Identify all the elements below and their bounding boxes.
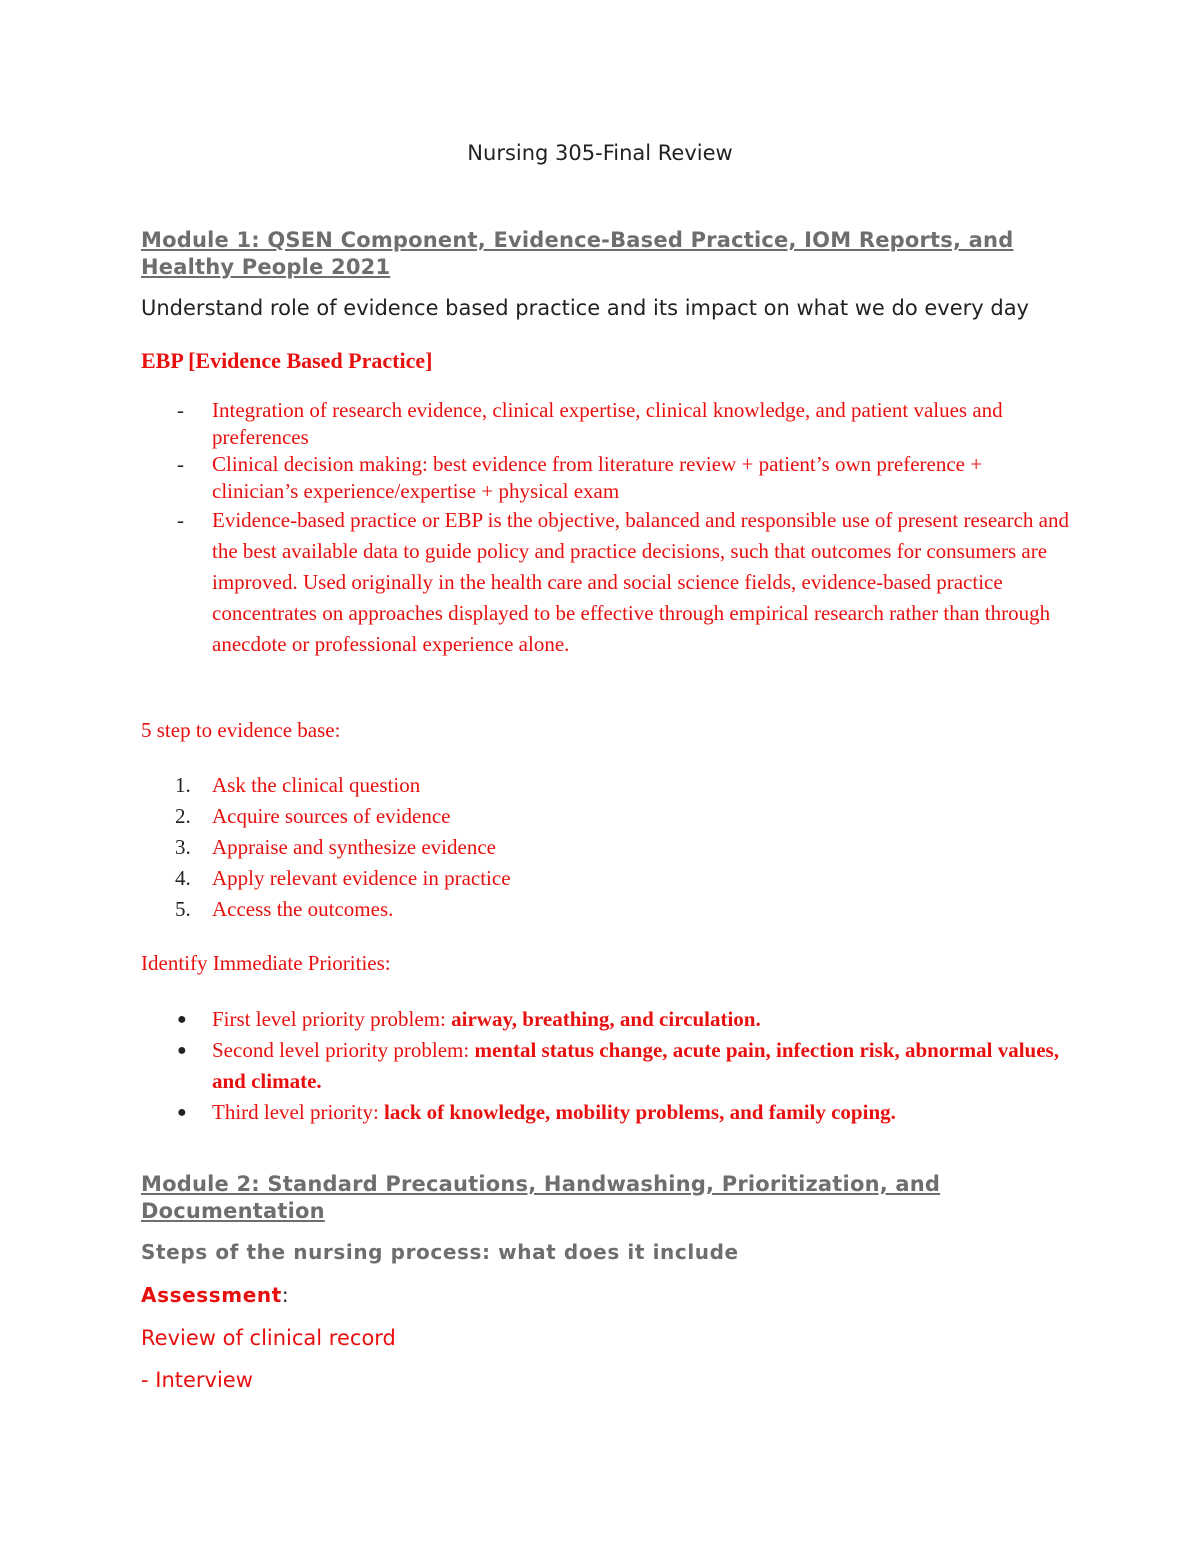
list-item-text: Apply relevant evidence in practice (212, 866, 511, 890)
steps-heading: 5 step to evidence base: (141, 718, 341, 742)
list-number: 2. (175, 804, 191, 828)
priority-label: First level priority problem: (212, 1007, 452, 1031)
assessment-colon: : (281, 1283, 290, 1307)
list-item-text: Acquire sources of evidence (212, 804, 451, 828)
list-item-text: Ask the clinical question (212, 773, 421, 797)
list-number: 4. (175, 866, 191, 890)
list-item-text: Access the outcomes. (212, 897, 394, 921)
bullet-icon: ● (177, 1042, 187, 1059)
list-item (141, 1097, 1071, 1128)
list-item (141, 1035, 1071, 1097)
list-number: 3. (175, 835, 191, 859)
list-item (141, 451, 1071, 505)
document-title: Nursing 305-Final Review (467, 141, 733, 165)
dash-icon: - (177, 398, 184, 422)
evidence-steps-list (141, 770, 1071, 925)
priorities-list (141, 1004, 1071, 1128)
list-item (141, 801, 1071, 832)
list-item-text: Clinical decision making: best evidence from literature review + patient’s own preference + clinician’s experience/expertise + physical exam (212, 452, 983, 503)
bullet-icon: ● (177, 1104, 187, 1121)
priorities-heading: Identify Immediate Priorities: (141, 951, 391, 975)
list-item-text: Integration of research evidence, clinical expertise, clinical knowledge, and patient values and preferences (212, 398, 1003, 449)
priority-label: Third level priority: (212, 1100, 385, 1124)
priority-detail: airway, breathing, and circulation. (451, 1007, 761, 1031)
priority-detail: mental status change, acute pain, infection risk, abnormal values, and climate. (212, 1038, 1059, 1093)
list-item (141, 505, 1071, 660)
list-number: 5. (175, 897, 191, 921)
list-item (141, 832, 1071, 863)
ebp-dash-list (141, 397, 1071, 660)
dash-icon: - (177, 452, 184, 476)
interview-item: - Interview (141, 1368, 253, 1392)
review-clinical-record: Review of clinical record (141, 1326, 396, 1350)
list-item-text: Appraise and synthesize evidence (212, 835, 496, 859)
module-1-heading: Module 1: QSEN Component, Evidence-Based Practice, IOM Reports, and Healthy People 2021 (141, 228, 1014, 279)
list-item (141, 397, 1071, 451)
module-2-heading: Module 2: Standard Precautions, Handwashing, Prioritization, and Documentation (141, 1172, 941, 1223)
nursing-process-heading: Steps of the nursing process: what does it include (141, 1240, 739, 1264)
list-item (141, 1004, 1071, 1035)
list-number: 1. (175, 773, 191, 797)
ebp-heading: EBP [Evidence Based Practice] (141, 348, 433, 373)
list-item (141, 894, 1071, 925)
list-item (141, 770, 1071, 801)
dash-icon: - (177, 508, 184, 532)
priority-label: Second level priority problem: (212, 1038, 475, 1062)
assessment-heading (141, 1283, 289, 1307)
priority-detail: lack of knowledge, mobility problems, and family coping. (384, 1100, 896, 1124)
list-item-text: Evidence-based practice or EBP is the objective, balanced and responsible use of present research and the best available data to guide policy and practice decisions, such that outcomes for consumers are improved. Used originally in the health care and social science fields, evidence-based practice concentrates on approaches displayed to be effective through empirical research rather than through anecdote or professional experience alone. (212, 508, 1069, 656)
assessment-label: Assessment (141, 1283, 282, 1307)
module-1-intro: Understand role of evidence based practice and its impact on what we do every day (141, 296, 1029, 320)
bullet-icon: ● (177, 1011, 187, 1028)
list-item (141, 863, 1071, 894)
